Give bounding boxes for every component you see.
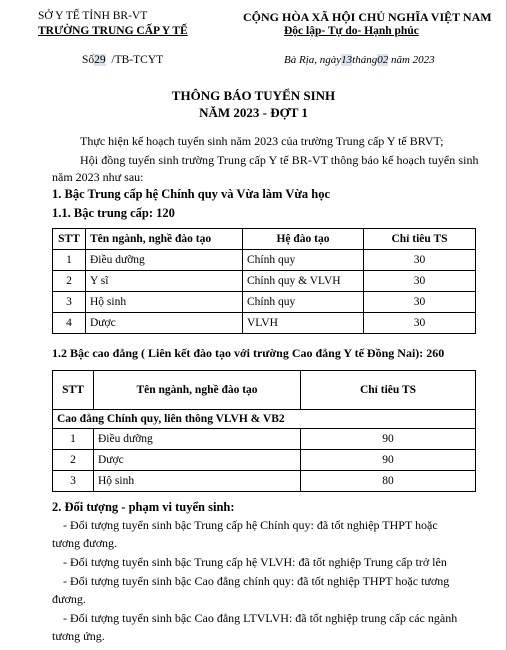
section-1-1-heading: 1.1. Bậc trung cấp: 120 [52, 206, 175, 220]
table-header-row [53, 371, 476, 410]
intro-paragraph-2-line-2: năm 2023 như sau: [52, 170, 144, 184]
bullet-1-line-1: - Đối tượng tuyển sinh bậc Trung cấp hệ Chính quy: đã tốt nghiệp THPT hoặc [63, 518, 438, 532]
cell-stt: 4 [53, 313, 86, 334]
col-header-he: Hệ đào tạo [243, 229, 364, 250]
bullet-3-line-2: đương. [52, 592, 86, 606]
table-row [53, 292, 476, 313]
notice-subtitle: NĂM 2023 - ĐỢT 1 [199, 105, 308, 120]
section-1-2-heading: 1.2 Bậc cao đẳng ( Liên kết đào tạo với trường Cao đẳng Y tế Đồng Nai): 260 [52, 346, 445, 360]
cell-stt: 2 [53, 271, 86, 292]
doc-number-suffix: /TB-TCYT [111, 54, 164, 66]
table-trung-cap [52, 228, 476, 334]
section-2-heading: 2. Đối tượng - phạm vi tuyển sinh: [52, 500, 235, 514]
table-row [53, 429, 476, 450]
document-date [284, 54, 435, 66]
table-row [53, 313, 476, 334]
section-1-heading: 1. Bậc Trung cấp hệ Chính quy và Vừa làm Vừa học [52, 187, 331, 201]
school-name: TRƯỜNG TRUNG CẤP Y TẾ [38, 25, 188, 37]
cell-chi-tieu: 80 [301, 471, 476, 492]
cell-nganh: Dược [86, 313, 243, 334]
document-number [82, 54, 163, 66]
cell-stt: 3 [53, 471, 94, 492]
cell-he: Chính quy & VLVH [243, 271, 364, 292]
notice-title: THÔNG BÁO TUYỂN SINH [171, 88, 336, 103]
intro-paragraph-2-line-1: Hội đồng tuyển sinh trường Trung cấp Y tế BR-VT thông báo kế hoạch tuyển sinh [80, 153, 479, 167]
cell-chi-tieu: 90 [301, 429, 476, 450]
bullet-1-line-2: tương đương. [52, 536, 118, 550]
cell-he: Chính quy [243, 292, 364, 313]
cell-nganh: Dược [94, 450, 301, 471]
national-motto: Độc lập- Tự do- Hạnh phúc [284, 25, 419, 37]
doc-number-value: 29 [94, 54, 106, 66]
table-row [53, 271, 476, 292]
col-header-stt: STT [53, 229, 86, 250]
national-title: CỘNG HÒA XÃ HỘI CHỦ NGHĨA VIỆT NAM [243, 10, 492, 24]
table-cao-dang [52, 370, 476, 492]
col-header-chi-tieu: Chỉ tiêu TS [364, 229, 476, 250]
bullet-4-line-2: tương ứng. [52, 629, 105, 643]
cell-stt: 3 [53, 292, 86, 313]
cell-nganh: Điều dưỡng [86, 250, 243, 271]
col-header-chi-tieu: Chỉ tiêu TS [301, 371, 476, 410]
cell-stt: 2 [53, 450, 94, 471]
cell-chi-tieu: 30 [364, 250, 476, 271]
cell-stt: 1 [53, 429, 94, 450]
bullet-3-line-1: - Đối tượng tuyển sinh bậc Cao đẳng chính quy: đã tốt nghiệp THPT hoặc tương [63, 574, 450, 588]
cell-nganh: Hộ sinh [86, 292, 243, 313]
cell-he: VLVH [243, 313, 364, 334]
cell-he: Chính quy [243, 250, 364, 271]
cell-chi-tieu: 30 [364, 271, 476, 292]
cell-chi-tieu: 30 [364, 313, 476, 334]
intro-paragraph-1: Thực hiện kế hoạch tuyển sinh năm 2023 của trường Trung cấp Y tế BRVT; [80, 134, 444, 148]
date-day: 13 [341, 54, 353, 66]
date-year: năm 2023 [390, 54, 435, 66]
col-header-nganh: Tên ngành, nghề đào tạo [86, 229, 243, 250]
cell-chi-tieu: 90 [301, 450, 476, 471]
table-group-row [53, 410, 476, 429]
date-prefix: Bà Rịa, ngày [284, 54, 342, 66]
date-month-word: tháng [352, 54, 378, 66]
group-label: Cao đẳng Chính quy, liên thông VLVH & VB2 [53, 410, 476, 429]
table-row [53, 471, 476, 492]
dept-name: SỞ Y TẾ TỈNH BR-VT [38, 10, 148, 22]
cell-nganh: Y sĩ [86, 271, 243, 292]
bullet-2: - Đối tượng tuyển sinh bậc Trung cấp hệ VLVH: đã tốt nghiệp Trung cấp trở lên [63, 555, 447, 569]
cell-stt: 1 [53, 250, 86, 271]
cell-chi-tieu: 30 [364, 292, 476, 313]
table-row [53, 450, 476, 471]
doc-number-prefix: Số [82, 54, 95, 66]
cell-nganh: Điều dưỡng [94, 429, 301, 450]
cell-nganh: Hộ sinh [94, 471, 301, 492]
col-header-stt: STT [53, 371, 94, 410]
table-row [53, 250, 476, 271]
bullet-4-line-1: - Đối tượng tuyển sinh bậc Cao đẳng LTVLVH: đã tốt nghiệp trung cấp các ngành [63, 611, 458, 625]
col-header-nganh: Tên ngành, nghề đào tạo [94, 371, 301, 410]
date-month: 02 [377, 54, 389, 66]
table-header-row [53, 229, 476, 250]
